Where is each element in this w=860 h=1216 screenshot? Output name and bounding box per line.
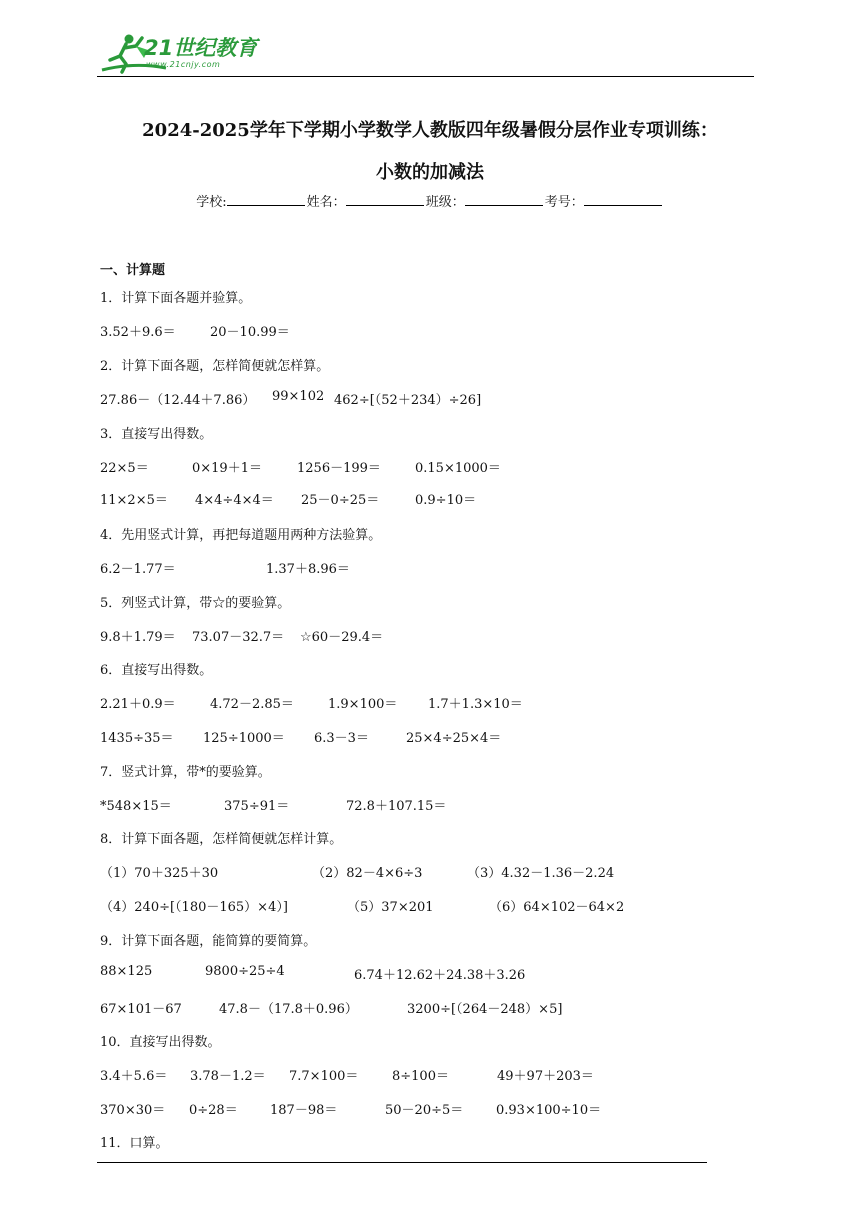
- q10-item: 3.4＋5.6＝: [100, 1069, 168, 1084]
- q2-item: 27.86－（12.44＋7.86）: [100, 393, 256, 408]
- question-3: 3．直接写出得数。: [100, 427, 213, 442]
- q3-item: 4×4÷4×4＝: [195, 493, 274, 508]
- q8-item: （6）64×102－64×2: [489, 900, 625, 915]
- q8-item: （5）37×201: [347, 900, 434, 915]
- q9-item: 6.74＋12.62＋24.38＋3.26: [354, 968, 526, 983]
- q2-item: 462÷[（52＋234）÷26]: [334, 393, 482, 408]
- header-rule: [97, 76, 754, 77]
- q6-item: 125÷1000＝: [203, 731, 285, 746]
- q5-item: 9.8＋1.79＝: [100, 630, 176, 645]
- q8-item: （4）240÷[（180－165）×4）]: [100, 900, 288, 915]
- q6-item: 25×4÷25×4＝: [406, 731, 502, 746]
- q3-item: 25－0÷25＝: [301, 493, 380, 508]
- q10-item: 7.7×100＝: [289, 1069, 359, 1084]
- q10-item: 0÷28＝: [189, 1103, 238, 1118]
- q1-item: 3.52＋9.6＝: [100, 325, 176, 340]
- name-label: 姓名：: [306, 195, 346, 210]
- q9-item: 3200÷[（264－248）×5]: [407, 1002, 563, 1017]
- q9-item: 47.8－（17.8＋0.96）: [219, 1002, 358, 1017]
- q3-item: 22×5＝: [100, 461, 149, 476]
- q7-item: 375÷91＝: [224, 799, 290, 814]
- q10-item: 49＋97＋203＝: [497, 1069, 594, 1084]
- q4-item: 6.2－1.77＝: [100, 562, 176, 577]
- class-field[interactable]: [465, 193, 543, 206]
- section-heading: 一、计算题: [100, 263, 166, 278]
- school-field[interactable]: [227, 193, 305, 206]
- question-9: 9．计算下面各题，能简算的要简算。: [100, 934, 317, 949]
- q10-item: 0.93×100÷10＝: [496, 1103, 602, 1118]
- q8-item: （3）4.32－1.36－2.24: [467, 866, 615, 881]
- footer-rule: [97, 1162, 707, 1163]
- question-1: 1．计算下面各题并验算。: [100, 291, 252, 306]
- q8-item: （2）82－4×6÷3: [312, 866, 423, 881]
- name-field[interactable]: [346, 193, 424, 206]
- q3-item: 1256－199＝: [297, 461, 381, 476]
- q1-item: 20－10.99＝: [210, 325, 290, 340]
- page-title-line2: 小数的加减法: [376, 162, 484, 183]
- class-label: 班级：: [425, 195, 465, 210]
- q8-item: （1）70＋325＋30: [100, 866, 219, 881]
- q5-item: 73.07－32.7＝: [192, 630, 285, 645]
- q3-item: 0.9÷10＝: [415, 493, 477, 508]
- question-8: 8．计算下面各题，怎样简便就怎样计算。: [100, 832, 343, 847]
- q7-item: 72.8＋107.15＝: [346, 799, 447, 814]
- q6-item: 1.9×100＝: [328, 697, 398, 712]
- q3-item: 0×19＋1＝: [192, 461, 262, 476]
- exam-no-label: 考号：: [544, 195, 584, 210]
- question-6: 6．直接写出得数。: [100, 663, 213, 678]
- q10-item: 3.78－1.2＝: [190, 1069, 266, 1084]
- student-info-line: [0, 191, 860, 210]
- question-11: 11．口算。: [100, 1136, 169, 1151]
- q9-item: 67×101－67: [100, 1002, 182, 1017]
- exam-no-field[interactable]: [584, 193, 662, 206]
- q10-item: 8÷100＝: [392, 1069, 449, 1084]
- q5-item: ☆60－29.4＝: [300, 630, 384, 645]
- q10-item: 370×30＝: [100, 1103, 166, 1118]
- q9-item: 88×125: [100, 964, 153, 979]
- question-7: 7．竖式计算，带*的要验算。: [100, 765, 271, 780]
- q6-item: 1435÷35＝: [100, 731, 174, 746]
- q3-item: 0.15×1000＝: [415, 461, 501, 476]
- question-2: 2．计算下面各题，怎样简便就怎样算。: [100, 359, 330, 374]
- logo-text: 21世纪教育: [144, 36, 258, 60]
- q10-item: 50－20÷5＝: [385, 1103, 464, 1118]
- q4-item: 1.37＋8.96＝: [266, 562, 350, 577]
- question-5: 5．列竖式计算，带☆的要验算。: [100, 596, 291, 611]
- q2-item: 99×102: [272, 389, 325, 404]
- question-4: 4．先用竖式计算，再把每道题用两种方法验算。: [100, 528, 382, 543]
- q3-item: 11×2×5＝: [100, 493, 168, 508]
- page-title-line1: 2024-2025学年下学期小学数学人教版四年级暑假分层作业专项训练：: [142, 120, 718, 141]
- q6-item: 1.7＋1.3×10＝: [428, 697, 523, 712]
- school-label: 学校:: [196, 195, 227, 210]
- q10-item: 187－98＝: [270, 1103, 338, 1118]
- q6-item: 6.3－3＝: [314, 731, 369, 746]
- logo-url: www.21cnjy.com: [146, 60, 221, 69]
- q9-item: 9800÷25÷4: [205, 964, 285, 979]
- q7-item: *548×15＝: [100, 799, 172, 814]
- q6-item: 4.72－2.85＝: [210, 697, 294, 712]
- question-10: 10．直接写出得数。: [100, 1035, 221, 1050]
- q6-item: 2.21＋0.9＝: [100, 697, 176, 712]
